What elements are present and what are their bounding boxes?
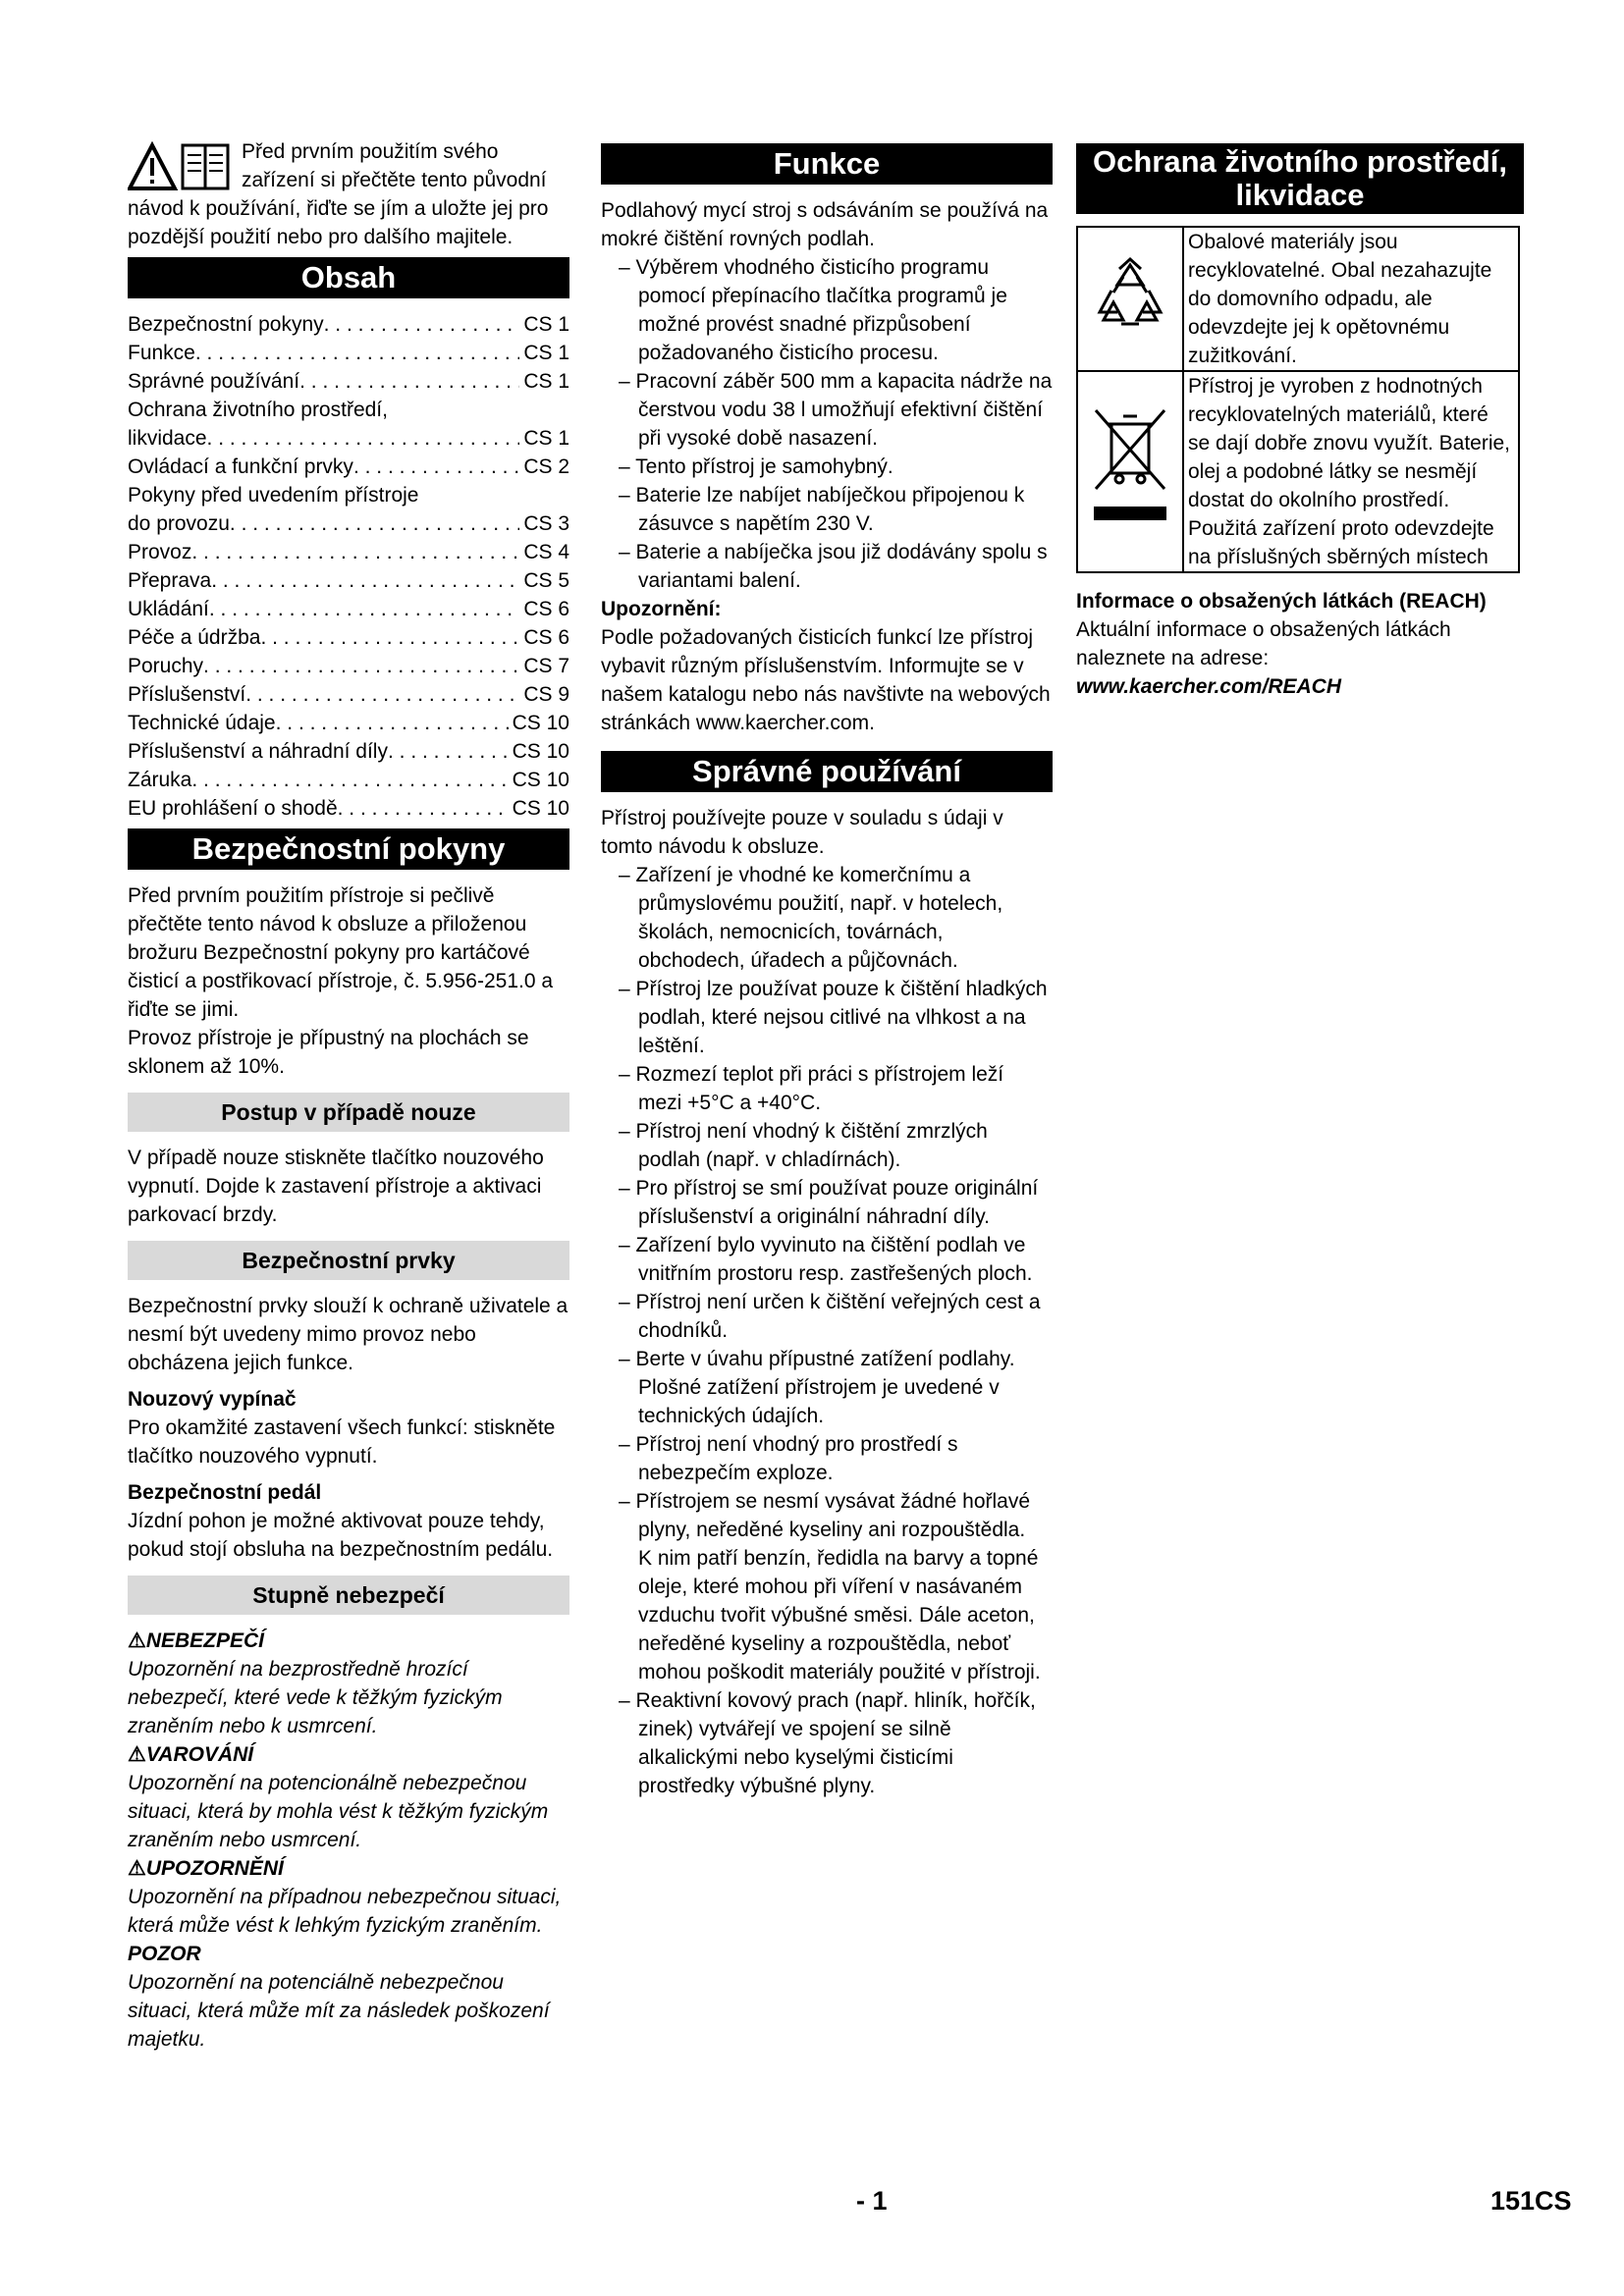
recycling-text: Obalové materiály jsou recyklovatelné. Obal nezahazujte do domovního odpadu, ale odevzdejte jej k opětovnému zužitkování.	[1183, 227, 1519, 371]
toc-leader-dots	[191, 766, 508, 794]
toc-item-label: Provoz	[128, 541, 192, 563]
toc-item[interactable]	[128, 453, 569, 481]
table-row	[1077, 371, 1519, 572]
list-item: – Tento přístroj je samohybný.	[601, 453, 1053, 481]
function-note-text: Podle požadovaných čisticích funkcí lze přístroj vybavit různým příslušenstvím. Informujte se v našem katalogu nebo nás navštivte na webových stránkách www.kaercher.com.	[601, 626, 1051, 734]
toc-item-page: CS 10	[512, 712, 569, 734]
list-item-text: Přístroj není vhodný k čištění zmrzlých podlah (např. v chladírnách).	[635, 1120, 988, 1171]
list-item	[601, 1288, 1053, 1345]
recycling-cell	[1077, 227, 1183, 371]
toc-item-page: CS 4	[523, 541, 569, 563]
toc-leader-dots	[388, 737, 509, 766]
list-item-text: Přístrojem se nesmí vysávat žádné hořlavé plyny, neředěné kyseliny ani rozpouštědla.	[635, 1490, 1031, 1541]
danger-level-label	[128, 1627, 569, 1655]
toc-item-label: Funkce	[128, 342, 195, 364]
toc-item-page: CS 2	[523, 455, 569, 478]
toc-item-page: CS 10	[512, 769, 569, 791]
toc-item-label: Správné používání	[128, 370, 300, 393]
column-left	[128, 137, 569, 2054]
toc-item[interactable]	[128, 680, 569, 709]
danger-level-name: POZOR	[128, 1943, 201, 1965]
proper-use-intro: Přístroj používejte pouze v souladu s údaji v tomto návodu k obsluze.	[601, 807, 1003, 858]
list-item	[601, 1117, 1053, 1174]
emergency-switch-text: Pro okamžité zastavení všech funkcí: stiskněte tlačítko nouzového vypnutí.	[128, 1416, 556, 1468]
list-item-text: Berte v úvahu přípustné zatížení podlahy.	[635, 1348, 1015, 1370]
column-middle	[601, 137, 1053, 1800]
toc-item-page: CS 10	[512, 797, 569, 820]
toc-item[interactable]	[128, 310, 569, 339]
toc-item[interactable]	[128, 424, 569, 453]
toc-item-label: Ukládání	[128, 598, 209, 620]
toc-item-page: CS 3	[523, 512, 569, 535]
warning-triangle-icon: ⚠	[128, 1629, 146, 1652]
toc-item[interactable]	[128, 766, 569, 794]
danger-level-name: UPOZORNĚNÍ	[145, 1857, 284, 1880]
danger-levels-heading: Stupně nebezpečí	[128, 1575, 569, 1615]
safety-pedal-heading: Bezpečnostní pedál	[128, 1481, 322, 1504]
list-item	[601, 1345, 1053, 1430]
list-item	[601, 1060, 1053, 1117]
toc-item[interactable]: Pokyny před uvedením přístroje	[128, 484, 419, 507]
toc-heading: Obsah	[128, 257, 569, 298]
toc-leader-dots	[211, 566, 519, 595]
toc-leader-dots	[207, 424, 520, 453]
toc-item-label: EU prohlášení o shodě	[128, 797, 338, 820]
list-item	[601, 1231, 1053, 1288]
toc-leader-dots	[209, 595, 519, 623]
proper-use-heading: Správné používání	[601, 751, 1053, 792]
list-item-text: Pro přístroj se smí používat pouze originální příslušenství a originální náhradní díly.	[635, 1177, 1039, 1228]
danger-level-text: Upozornění na případnou nebezpečnou situaci, která může vést k lehkým fyzickým zraněním.	[128, 1886, 562, 1937]
toc-item-label: Příslušenství a náhradní díly	[128, 740, 388, 763]
toc-item-page: CS 6	[523, 626, 569, 649]
toc-item-label: Ovládací a funkční prvky	[128, 455, 353, 478]
toc-leader-dots	[203, 652, 519, 680]
function-heading: Funkce	[601, 143, 1053, 185]
danger-level-label	[128, 1854, 569, 1883]
list-item-text: Zařízení je vhodné ke komerčnímu a průmyslovému použití, např. v hotelech, školách, nemocnicích, továrnách, obchodech, úřadech a půjčovnách.	[635, 864, 1003, 972]
toc-item-label: Poruchy	[128, 655, 204, 677]
function-intro: Podlahový mycí stroj s odsáváním se používá na mokré čištění rovných podlah.	[601, 199, 1049, 250]
danger-level-name: NEBEZPEČÍ	[145, 1629, 265, 1652]
page-code: 151CS	[1490, 2186, 1572, 2216]
warning-triangle-icon: ⚠	[128, 1857, 146, 1880]
recycling-icon	[1090, 255, 1170, 336]
list-item-text: Reaktivní kovový prach (např. hliník, hořčík, zinek) vytvářejí ve spojení se silně alkalickými nebo kyselými čisticími prostředky výbušné plyny.	[635, 1689, 1036, 1797]
danger-level-text: Upozornění na bezprostředně hrozící nebezpečí, které vede k těžkým fyzickým zraněním nebo k usmrcení.	[128, 1658, 503, 1737]
toc-item-label: do provozu	[128, 512, 230, 535]
toc-item[interactable]	[128, 538, 569, 566]
list-item-text: Zařízení bylo vyvinuto na čištění podlah ve vnitřním prostoru resp. zastřešených ploch.	[635, 1234, 1033, 1285]
toc-item-page: CS 1	[523, 342, 569, 364]
safety-paragraph: Před prvním použitím přístroje si pečlivě přečtěte tento návod k obsluze a přiloženou brožuru Bezpečnostní pokyny pro kartáčové čisticí a postřikovací přístroje, č. 5.956-251.0 a řiďte se jimi.	[128, 884, 554, 1021]
toc-item-page: CS 5	[523, 569, 569, 592]
toc-item[interactable]	[128, 709, 569, 737]
toc-item[interactable]	[128, 794, 569, 823]
toc-item[interactable]	[128, 737, 569, 766]
disposal-text: Přístroj je vyroben z hodnotných recyklovatelných materiálů, které se dají dobře znovu využít. Baterie, olej a podobné látky se nesmějí dostat do okolního prostředí. Použitá zařízení proto odevzdejte na příslušných sběrných místech	[1183, 371, 1519, 572]
safety-pedal-text: Jízdní pohon je možné aktivovat pouze tehdy, pokud stojí obsluha na bezpečnostním pedálu.	[128, 1510, 554, 1561]
toc-item-page: CS 1	[523, 313, 569, 336]
toc-item[interactable]: Ochrana životního prostředí,	[128, 399, 388, 421]
reach-heading: Informace o obsažených látkách (REACH)	[1076, 590, 1487, 613]
warning-triangle-icon: ⚠	[128, 1743, 146, 1766]
list-item: – Pracovní záběr 500 mm a kapacita nádrže na čerstvou vodu 38 l umožňují efektivní čištění při vysoké době nasazení.	[601, 367, 1053, 453]
toc-item[interactable]	[128, 339, 569, 367]
toc-item-page: CS 9	[523, 683, 569, 706]
safety-devices-heading: Bezpečnostní prvky	[128, 1241, 569, 1280]
toc-leader-dots	[338, 794, 509, 823]
function-list	[601, 253, 1053, 595]
table-row	[1077, 227, 1519, 371]
safety-devices-text: Bezpečnostní prvky slouží k ochraně uživatele a nesmí být uvedeny mimo provoz nebo obcházena jejich funkce.	[128, 1295, 568, 1374]
function-note-heading: Upozornění:	[601, 598, 722, 620]
list-item	[601, 861, 1053, 975]
list-item	[601, 1487, 1053, 1686]
danger-level-label	[128, 1740, 569, 1769]
list-item	[601, 1686, 1053, 1800]
toc-item-label: Bezpečnostní pokyny	[128, 313, 324, 336]
danger-level-label	[128, 1940, 569, 1968]
safety-slope-paragraph: Provoz přístroje je přípustný na plochách se sklonem až 10%.	[128, 1027, 529, 1078]
list-item	[601, 1174, 1053, 1231]
toc-item-label: Péče a údržba	[128, 626, 261, 649]
toc-item-page: CS 1	[523, 427, 569, 450]
list-item-text: Přístroj lze používat pouze k čištění hladkých podlah, které nejsou citlivé na vlhkost a na leštění.	[635, 978, 1048, 1057]
reach-text: Aktuální informace o obsažených látkách naleznete na adrese:	[1076, 618, 1451, 669]
danger-level-name: VAROVÁNÍ	[145, 1743, 254, 1766]
toc-leader-dots	[276, 709, 509, 737]
toc-item[interactable]	[128, 509, 569, 538]
column-right	[1076, 137, 1524, 701]
emergency-text: V případě nouze stiskněte tlačítko nouzového vypnutí. Dojde k zastavení přístroje a aktivaci parkovací brzdy.	[128, 1147, 544, 1226]
list-item: – Baterie a nabíječka jsou již dodávány spolu s variantami balení.	[601, 538, 1053, 595]
list-item: – Baterie lze nabíjet nabíječkou připojenou k zásuvce s napětím 230 V.	[601, 481, 1053, 538]
danger-levels	[128, 1627, 569, 2054]
toc-item-page: CS 7	[523, 655, 569, 677]
intro-block	[128, 137, 569, 251]
danger-level-text: Upozornění na potencionálně nebezpečnou situaci, která by mohla vést k těžkým fyzickým zraněním nebo usmrcení.	[128, 1772, 549, 1851]
toc-leader-dots	[324, 310, 520, 339]
toc-leader-dots	[195, 339, 519, 367]
page-number: - 1	[856, 2186, 888, 2216]
list-item: – Výběrem vhodného čisticího programu pomocí přepínacího tlačítka programů je možné provést snadné přizpůsobení požadovaného čisticího procesu.	[601, 253, 1053, 367]
toc-item-label: Přeprava	[128, 569, 212, 592]
toc-leader-dots	[245, 680, 519, 709]
toc-item-label: Záruka	[128, 769, 192, 791]
reach-link[interactable]: www.kaercher.com/REACH	[1076, 675, 1341, 698]
toc-item[interactable]	[128, 595, 569, 623]
list-item	[601, 1430, 1053, 1487]
toc-item[interactable]	[128, 566, 569, 595]
toc-item[interactable]	[128, 623, 569, 652]
toc-item[interactable]	[128, 652, 569, 680]
toc-item-page: CS 6	[523, 598, 569, 620]
environment-heading: Ochrana životního prostředí, likvidace	[1076, 143, 1524, 214]
crossed-bin-icon	[1090, 404, 1170, 532]
emergency-heading: Postup v případě nouze	[128, 1093, 569, 1132]
list-item-continuation: Plošné zatížení přístrojem je uvedené v technických údajích.	[638, 1376, 1000, 1427]
list-item	[601, 975, 1053, 1060]
toc-leader-dots	[260, 623, 519, 652]
toc-leader-dots	[230, 509, 519, 538]
list-item-text: Přístroj není vhodný pro prostředí s nebezpečím exploze.	[635, 1433, 958, 1484]
list-item-text: Přístroj není určen k čištění veřejných cest a chodníků.	[635, 1291, 1041, 1342]
toc-item-label: Příslušenství	[128, 683, 246, 706]
toc-leader-dots	[299, 367, 519, 396]
warning-manual-icon	[128, 141, 236, 192]
toc-item-page: CS 10	[512, 740, 569, 763]
list-item-text: Rozmezí teplot při práci s přístrojem leží mezi +5°C a +40°C.	[635, 1063, 1004, 1114]
table-of-contents	[128, 310, 569, 823]
environment-table	[1076, 226, 1520, 573]
toc-leader-dots	[353, 453, 519, 481]
safety-heading: Bezpečnostní pokyny	[128, 828, 569, 870]
toc-item-page: CS 1	[523, 370, 569, 393]
list-item-continuation: K nim patří benzín, ředidla na barvy a topné oleje, které mohou při víření v nasávaném vzduchu tvořit výbušné směsi. Dále aceton, neředěné kyseliny a rozpouštědla, neboť mohou poškodit materiály použité v přístroji.	[638, 1547, 1041, 1683]
toc-item-label: likvidace	[128, 427, 207, 450]
danger-level-text: Upozornění na potenciálně nebezpečnou situaci, která může mít za následek poškození majetku.	[128, 1971, 550, 2051]
emergency-switch-heading: Nouzový vypínač	[128, 1388, 297, 1411]
proper-use-list	[601, 861, 1053, 1800]
intro-text: Před prvním použitím svého zařízení si přečtěte tento původní návod k používání, řiďte se jím a uložte jej pro pozdější použití nebo pro dalšího majitele.	[128, 140, 549, 248]
toc-item-label: Technické údaje	[128, 712, 276, 734]
bin-cell	[1077, 371, 1183, 572]
toc-leader-dots	[191, 538, 519, 566]
toc-item[interactable]	[128, 367, 569, 396]
